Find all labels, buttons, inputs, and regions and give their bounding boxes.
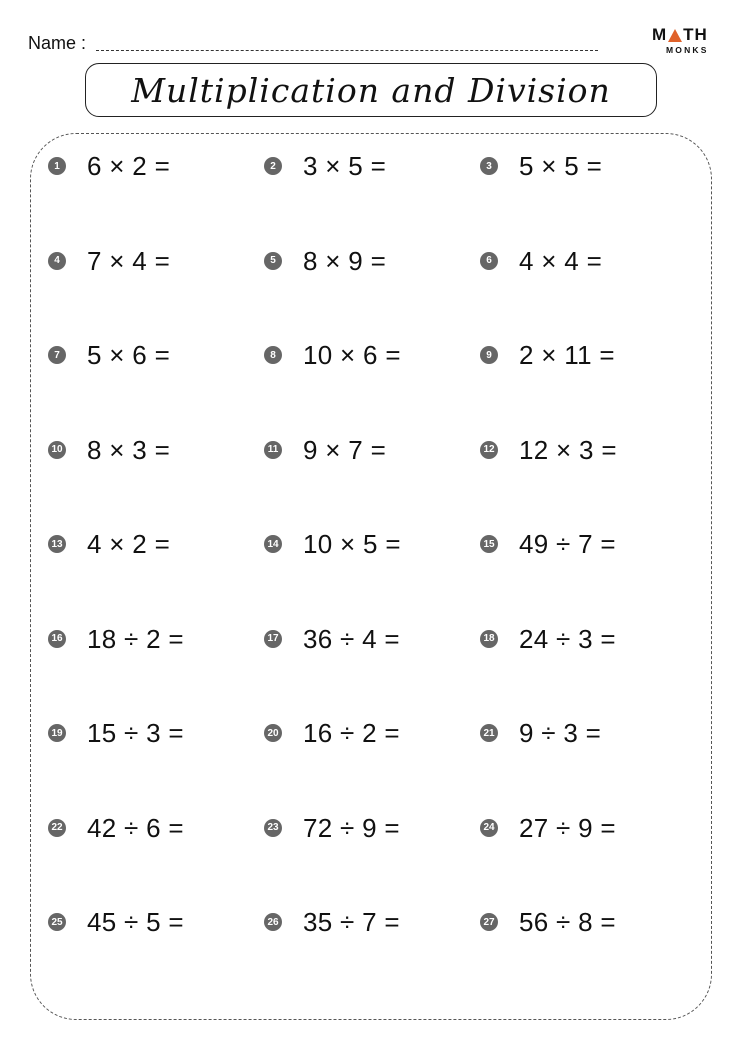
problem-number: 25	[48, 913, 66, 931]
problem-number: 17	[264, 630, 282, 648]
problem-number: 4	[48, 252, 66, 270]
logo-triangle-icon	[668, 29, 682, 42]
problem-expression: 4 × 2 =	[87, 529, 171, 559]
problem-expression: 18 ÷ 2 =	[87, 623, 184, 654]
math-monks-logo	[652, 26, 718, 60]
problem-number: 11	[264, 441, 282, 459]
problem-number: 26	[264, 913, 282, 931]
problem-number: 19	[48, 724, 66, 742]
problem-item	[480, 907, 616, 937]
problem-item	[48, 151, 170, 181]
problem-expression: 6 × 2 =	[87, 151, 171, 181]
problem-item	[264, 718, 400, 748]
problem-expression: 3 × 5 =	[303, 151, 387, 181]
problem-number: 10	[48, 441, 66, 459]
problem-expression: 4 × 4 =	[519, 245, 603, 276]
problem-item	[48, 246, 170, 276]
logo-math-word: M TH	[652, 25, 708, 44]
problem-expression: 15 ÷ 3 =	[87, 718, 184, 748]
problem-number: 14	[264, 535, 282, 553]
problem-number: 3	[480, 157, 498, 175]
problem-number: 9	[480, 346, 498, 364]
problem-number: 5	[264, 252, 282, 270]
problem-expression: 24 ÷ 3 =	[519, 623, 616, 654]
problem-expression: 36 ÷ 4 =	[303, 623, 400, 654]
problem-number: 2	[264, 157, 282, 175]
problem-number: 6	[480, 252, 498, 270]
problem-expression: 12 × 3 =	[519, 434, 617, 465]
problem-item	[264, 813, 400, 843]
problem-expression: 8 × 9 =	[303, 245, 387, 276]
problem-item	[480, 151, 602, 181]
problems-panel	[30, 133, 712, 1020]
problem-expression: 35 ÷ 7 =	[303, 907, 400, 937]
problem-item	[480, 340, 615, 370]
problem-expression: 72 ÷ 9 =	[303, 812, 400, 843]
problem-expression: 45 ÷ 5 =	[87, 907, 184, 937]
problem-item	[480, 718, 601, 748]
problem-item	[264, 340, 401, 370]
problem-expression: 42 ÷ 6 =	[87, 812, 184, 843]
problem-number: 1	[48, 157, 66, 175]
problem-number: 24	[480, 819, 498, 837]
problem-item	[264, 246, 386, 276]
problem-item	[480, 624, 616, 654]
problem-expression: 10 × 6 =	[303, 340, 401, 370]
problem-number: 7	[48, 346, 66, 364]
problem-number: 12	[480, 441, 498, 459]
problem-number: 20	[264, 724, 282, 742]
problem-item	[48, 813, 184, 843]
problem-expression: 56 ÷ 8 =	[519, 907, 616, 937]
logo-monks-word: MONKS	[666, 45, 709, 55]
page-title: Multiplication and Division	[131, 70, 611, 110]
problem-item	[48, 718, 184, 748]
problem-expression: 8 × 3 =	[87, 434, 171, 465]
problem-expression: 9 ÷ 3 =	[519, 718, 602, 748]
problem-expression: 16 ÷ 2 =	[303, 718, 400, 748]
problem-item	[480, 813, 616, 843]
problem-number: 15	[480, 535, 498, 553]
problem-number: 23	[264, 819, 282, 837]
name-label: Name :	[28, 33, 87, 53]
problem-expression: 7 × 4 =	[87, 245, 171, 276]
problem-expression: 9 × 7 =	[303, 434, 387, 465]
problem-item	[264, 435, 386, 465]
problem-number: 18	[480, 630, 498, 648]
problem-number: 21	[480, 724, 498, 742]
problem-item	[480, 529, 616, 559]
title-box	[85, 63, 657, 117]
problem-number: 13	[48, 535, 66, 553]
problem-item	[48, 624, 184, 654]
problem-item	[48, 435, 170, 465]
problem-expression: 27 ÷ 9 =	[519, 812, 616, 843]
problem-item	[264, 529, 401, 559]
name-field[interactable]	[96, 49, 598, 51]
problem-item	[264, 624, 400, 654]
problem-item	[480, 246, 602, 276]
problem-item	[264, 907, 400, 937]
problem-expression: 5 × 5 =	[519, 151, 603, 181]
problem-expression: 49 ÷ 7 =	[519, 529, 616, 559]
problem-number: 27	[480, 913, 498, 931]
problem-item	[264, 151, 386, 181]
problem-number: 16	[48, 630, 66, 648]
problem-expression: 10 × 5 =	[303, 529, 401, 559]
problem-expression: 2 × 11 =	[519, 340, 615, 370]
name-row	[28, 24, 598, 54]
problem-item	[480, 435, 617, 465]
problem-number: 8	[264, 346, 282, 364]
problem-item	[48, 529, 170, 559]
problem-item	[48, 340, 170, 370]
problem-expression: 5 × 6 =	[87, 340, 171, 370]
problem-item	[48, 907, 184, 937]
problem-number: 22	[48, 819, 66, 837]
